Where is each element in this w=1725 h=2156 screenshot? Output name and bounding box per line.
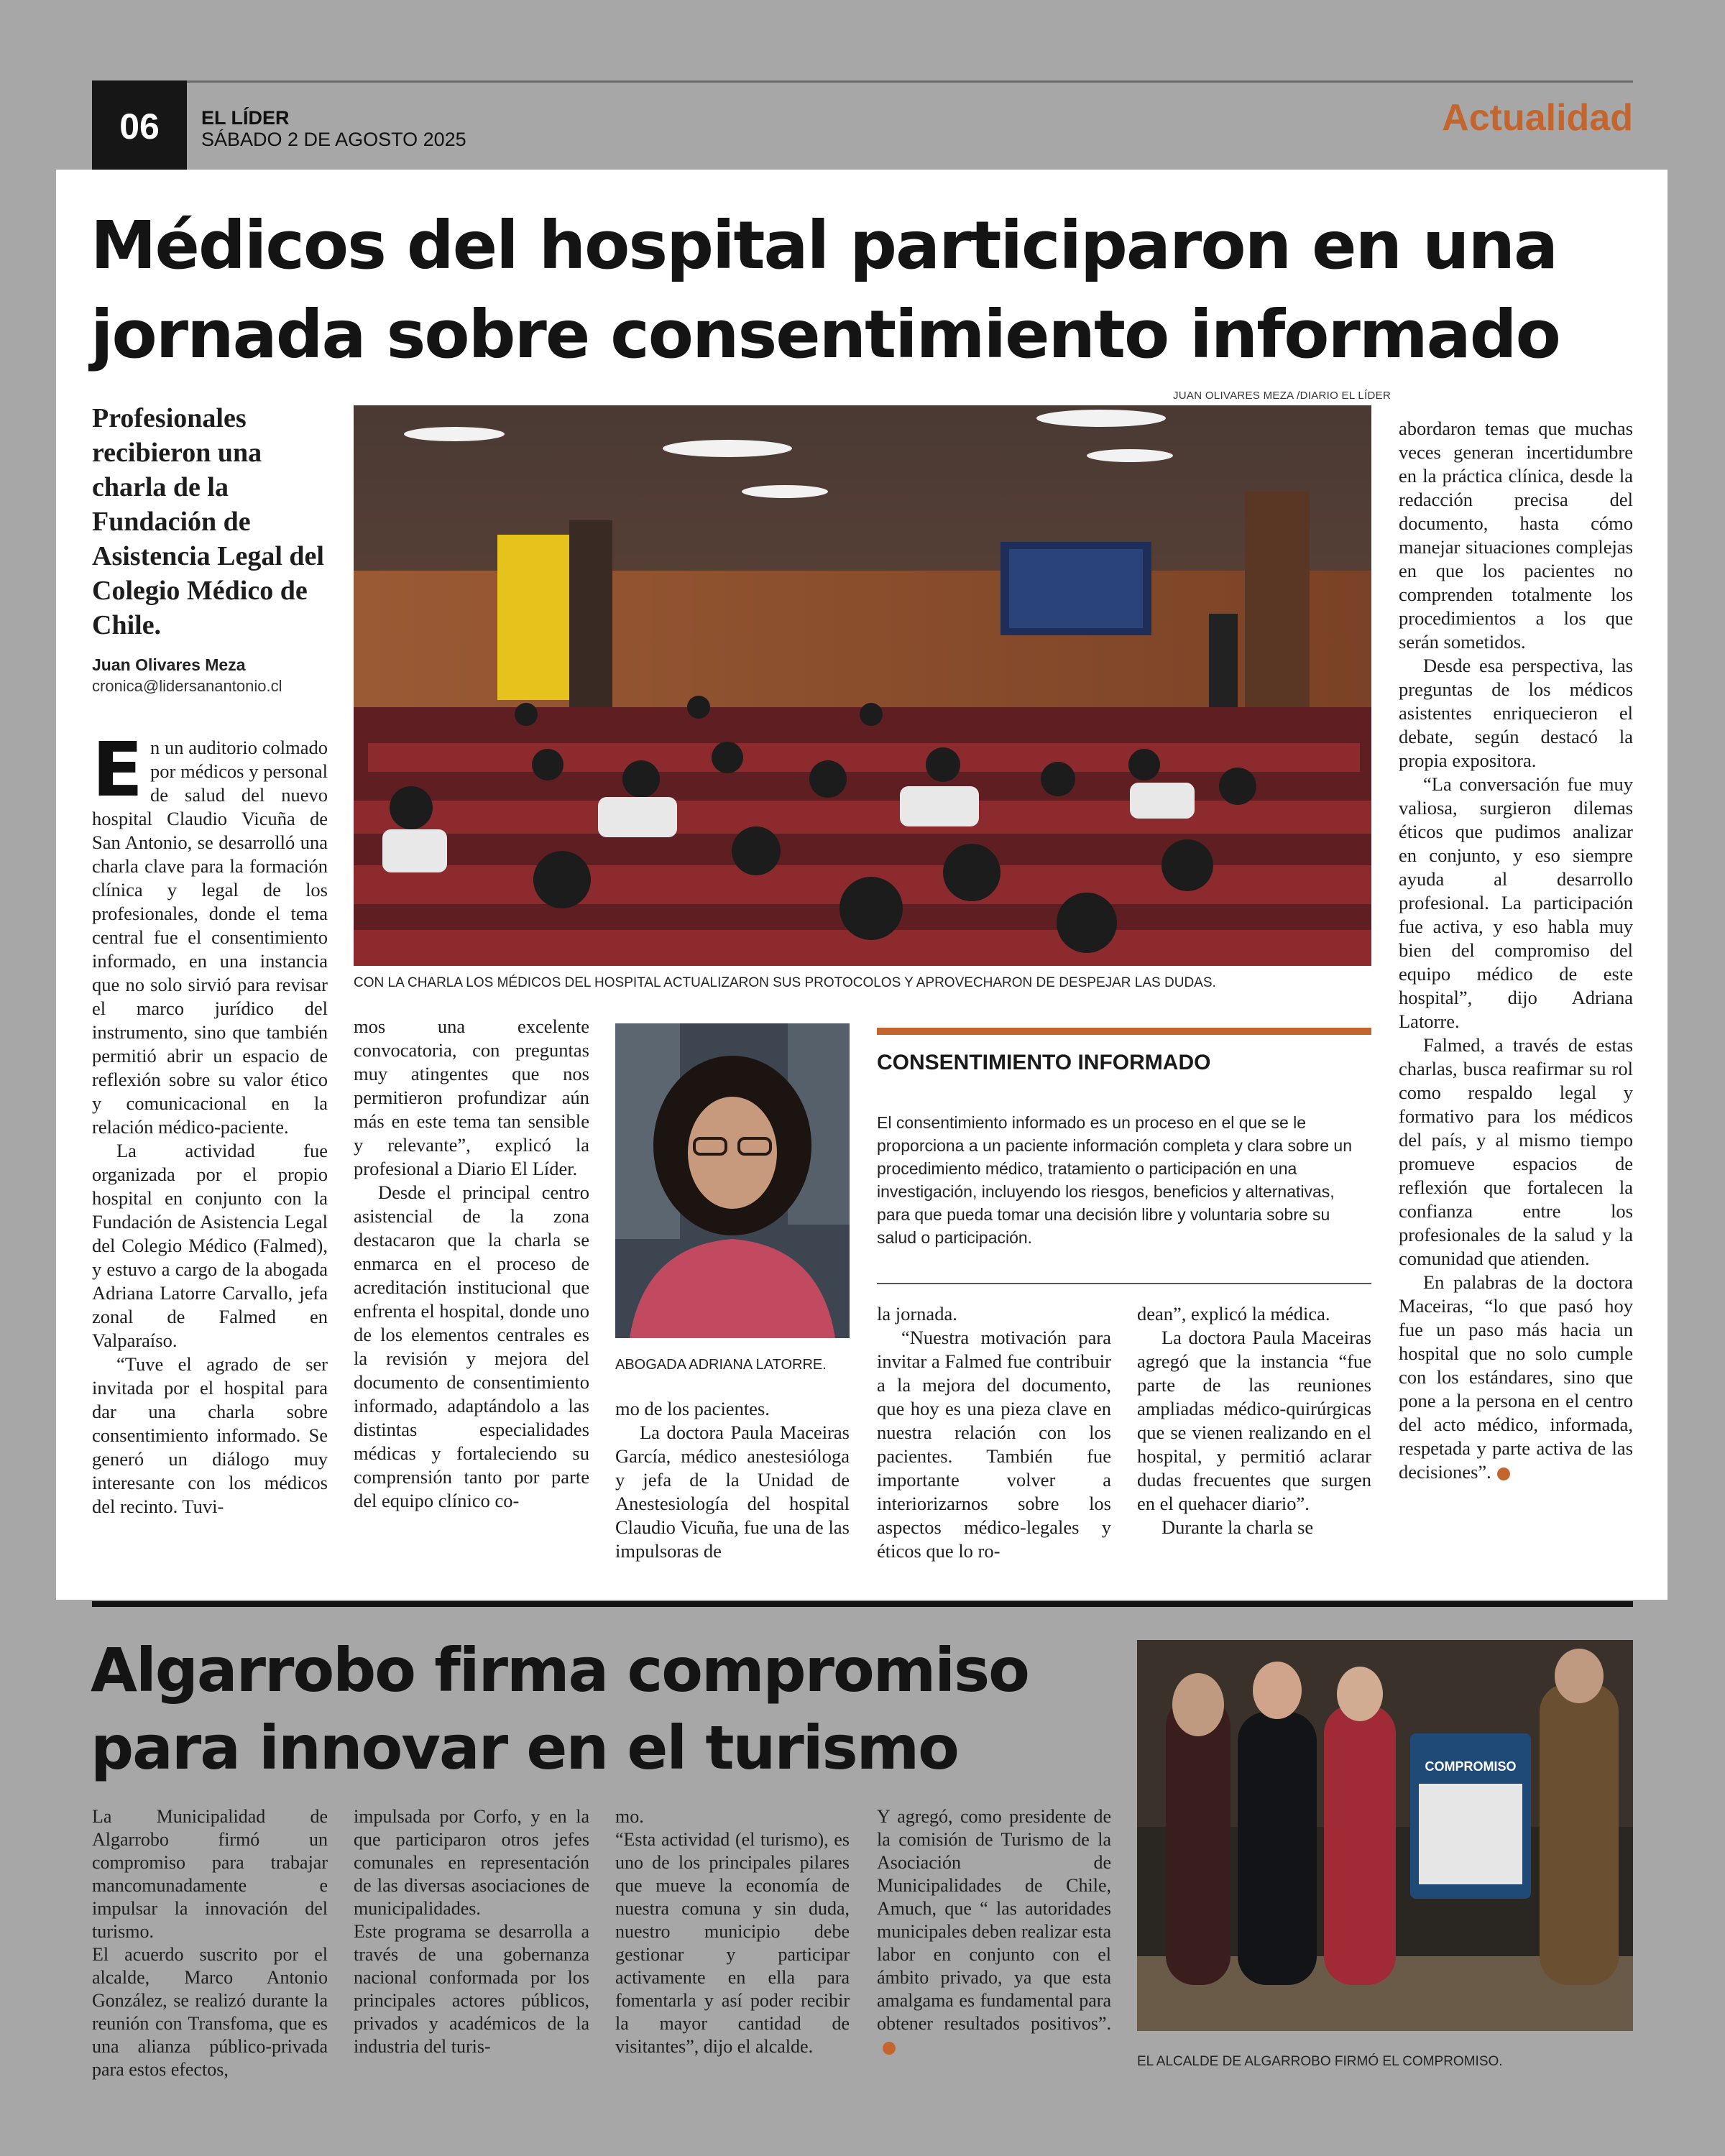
paragraph: “Nuestra motivación para invitar a Falmed fue contribuir a la mejora del documento, que hoy es una pieza clave en nuestra relación con los pacientes. También fue importante volver a interiorizarnos sobre los aspectos médico-legales y éticos que lo ro- <box>877 1327 1111 1562</box>
body-column-6 <box>1399 417 1633 1484</box>
portrait-image <box>615 1023 850 1338</box>
article2-column-1 <box>92 1805 328 2081</box>
article2-column-4 <box>877 1805 1111 2058</box>
paragraph: La doctora Paula Maceiras García, médico anestesióloga y jefa de la Unidad de Anestesiología del hospital Claudio Vicuña, fue una de las impulsoras de <box>615 1422 850 1562</box>
paragraph: Falmed, a través de estas charlas, busca reafirmar su rol como respaldo legal y formativo para los médicos del país, y al mismo tiempo promueve espacios de reflexión que fortalecen la confianza entre los profesionales de la salud y la comunidad que atienden. <box>1399 1034 1633 1269</box>
article2-column-3 <box>615 1805 850 2058</box>
algarrobo-photo <box>1137 1640 1633 2031</box>
paragraph: En palabras de la doctora Maceiras, “lo que pasó hoy fue un paso más hacia un hospital que no solo cumple con los estándares, sino que pone a la persona en el centro del acto médico, informada, respetada y parte activa de las decisiones”. <box>1399 1271 1633 1483</box>
paragraph: dean”, explicó la médica. <box>1137 1303 1330 1325</box>
section-label: Actualidad <box>1442 97 1633 139</box>
paragraph: “Tuve el agrado de ser invitada por el hospital para dar una charla sobre consentimiento informado. Se generó un diálogo muy interesante con los médicos del recinto. Tuvi- <box>92 1353 328 1517</box>
sidebar-title: CONSENTIMIENTO INFORMADO <box>877 1051 1211 1074</box>
paragraph: mos una excelente convocatoria, con preguntas muy atingentes que nos permitieron profundizar aún más en este tema tan sensible y relevante”, explicó la profesional a Diario El Líder. <box>354 1015 589 1179</box>
sidebar-text: El consentimiento informado es un proceso en el que se le proporciona a un paciente información completa y clara sobre un procedimiento médico, tratamiento o participación en una investigación, incluyendo los riesgos, beneficios y alternativas, para que pueda tomar una decisión libre y voluntaria sobre su salud o participación. <box>877 1113 1352 1247</box>
lead-paragraph: En un auditorio colmado por médicos y personal de salud del nuevo hospital Claudio Vicuña de San Antonio, se desarrolló una charla clave para la formación clínica y legal de los profesionales, donde el tema central fue el consentimiento informado, en una instancia que no solo sirvió para revisar el marco jurídico del instrumento, sino que también permitió abrir un espacio de reflexión sobre su valor ético y comunicacional en la relación médico-paciente. <box>92 726 328 1138</box>
sidebar-rule <box>877 1028 1371 1035</box>
body-column-3 <box>615 1397 850 1563</box>
sidebar-bottom-rule <box>877 1283 1371 1284</box>
end-mark-icon <box>883 2042 896 2055</box>
photo-caption: CON LA CHARLA LOS MÉDICOS DEL HOSPITAL ACTUALIZARON SUS PROTOCOLOS Y APROVECHARON DE DESPEJAR LAS DUDAS. <box>354 975 1216 990</box>
paragraph: Durante la charla se <box>1162 1516 1314 1538</box>
publication-name: EL LÍDER <box>201 107 290 129</box>
paragraph: El acuerdo suscrito por el alcalde, Marco Antonio González, se realizó durante la reunión con Transfoma, que es una alianza público-privada para estos efectos, <box>92 1944 328 2080</box>
body-column-4 <box>877 1302 1111 1563</box>
sign-text: COMPROMISO <box>1425 1759 1517 1774</box>
paragraph: la jornada. <box>877 1303 957 1325</box>
paragraph: Y agregó, como presidente de la comisión de Turismo de la Asociación de Municipalidades de Chile, Amuch, que “ las autoridades municipales deben realizar esta labor en conjunto con el ámbito privado, ya que esta amalgama es fundamental para obtener resultados positivos”. <box>877 1805 1111 2058</box>
auditorium-photo <box>354 405 1371 966</box>
body-column-1 <box>92 726 328 1519</box>
paragraph: “La conversación fue muy valiosa, surgieron dilemas éticos que pudimos analizar en conjunto, y eso siempre ayuda al desarrollo profesional. La participación fue activa, y eso habla muy bien del compromiso del equipo médico de este hospital”, dijo Adriana Latorre. <box>1399 773 1633 1032</box>
article-deck: Profesionales recibieron una charla de la Fundación de Asistencia Legal del Colegio Médico de Chile. <box>92 403 324 640</box>
body-column-2 <box>354 1015 589 1513</box>
body-column-5 <box>1137 1302 1371 1539</box>
algarrobo-photo-image <box>1137 1640 1633 2031</box>
drop-cap: E <box>92 726 144 814</box>
paragraph: La doctora Paula Maceiras agregó que la instancia “fue parte de las reuniones ampliadas médico-quirúrgicas que se vienen realizando en el hospital, y permitió aclarar dudas frecuentes que surgen en el quehacer diario”. <box>1137 1327 1371 1514</box>
photo-credit: JUAN OLIVARES MEZA /DIARIO EL LÍDER <box>1173 390 1392 402</box>
article2-column-2 <box>354 1805 589 2058</box>
auditorium-photo-image <box>354 405 1371 966</box>
paragraph: La Municipalidad de Algarrobo firmó un compromiso para trabajar mancomunadamente e impulsar la innovación del turismo. <box>92 1806 328 1942</box>
page-number: 06 <box>92 80 187 172</box>
publication-date: SÁBADO 2 DE AGOSTO 2025 <box>201 129 466 150</box>
paragraph: impulsada por Corfo, y en la que participaron otros jefes comunales en representación de las diversas asociaciones de municipalidades. <box>354 1806 589 1919</box>
paragraph: abordaron temas que muchas veces generan incertidumbre en la práctica clínica, desde la redacción precisa del documento, hasta cómo manejar situaciones complejas en que los pacientes no comprenden totalmente los procedimientos a los que serán sometidos. <box>1399 418 1633 653</box>
paragraph: Este programa se desarrolla a través de una gobernanza nacional conformada por los principales actores públicos, privados y académicos de la industria del turis- <box>354 1921 589 2057</box>
article2-headline: Algarrobo firma compromiso para innovar en el turismo <box>91 1635 1029 1783</box>
algarrobo-photo-caption: EL ALCALDE DE ALGARROBO FIRMÓ EL COMPROMISO. <box>1137 2054 1503 2069</box>
paragraph: “Esta actividad (el turismo), es uno de los principales pilares que mueve la economía de nuestra comuna y sin duda, nuestro municipio debe gestionar y participar activamente en ella para fomentarla y así poder recibir la mayor cantidad de visitantes”, dijo el alcalde. <box>615 1829 850 2057</box>
author-byline: Juan Olivares Meza <box>92 655 246 674</box>
author-email: cronica@lidersanantonio.cl <box>92 677 282 695</box>
paragraph: mo. <box>615 1806 644 1827</box>
end-mark-icon <box>1497 1468 1510 1480</box>
section-divider <box>92 1601 1633 1607</box>
paragraph: La actividad fue organizada por el propio hospital en conjunto con la Fundación de Asistencia Legal del Colegio Médico (Falmed), y estuvo a cargo de la abogada Adriana Latorre Carvallo, jefa zonal de Falmed en Valparaíso. <box>92 1140 328 1351</box>
portrait-caption: ABOGADA ADRIANA LATORRE. <box>615 1357 827 1373</box>
paragraph: Desde esa perspectiva, las preguntas de los médicos asistentes enriquecieron el debate, según destacó la propia expositora. <box>1399 655 1633 771</box>
paragraph: mo de los pacientes. <box>615 1398 770 1419</box>
paragraph: Desde el principal centro asistencial de la zona destacaron que la charla se enmarca en el proceso de acreditación institucional que enfrenta el hospital, donde uno de los elementos centrales es la revisión y mejora del documento de consentimiento informado, adaptándolo a las distintas especialidades médicas y fortaleciendo su comprensión tanto por parte del equipo clínico co- <box>354 1181 589 1511</box>
header-rule <box>92 80 1633 83</box>
portrait-photo <box>615 1023 850 1338</box>
article-headline: Médicos del hospital participaron en una jornada sobre consentimiento informado <box>91 207 1560 373</box>
